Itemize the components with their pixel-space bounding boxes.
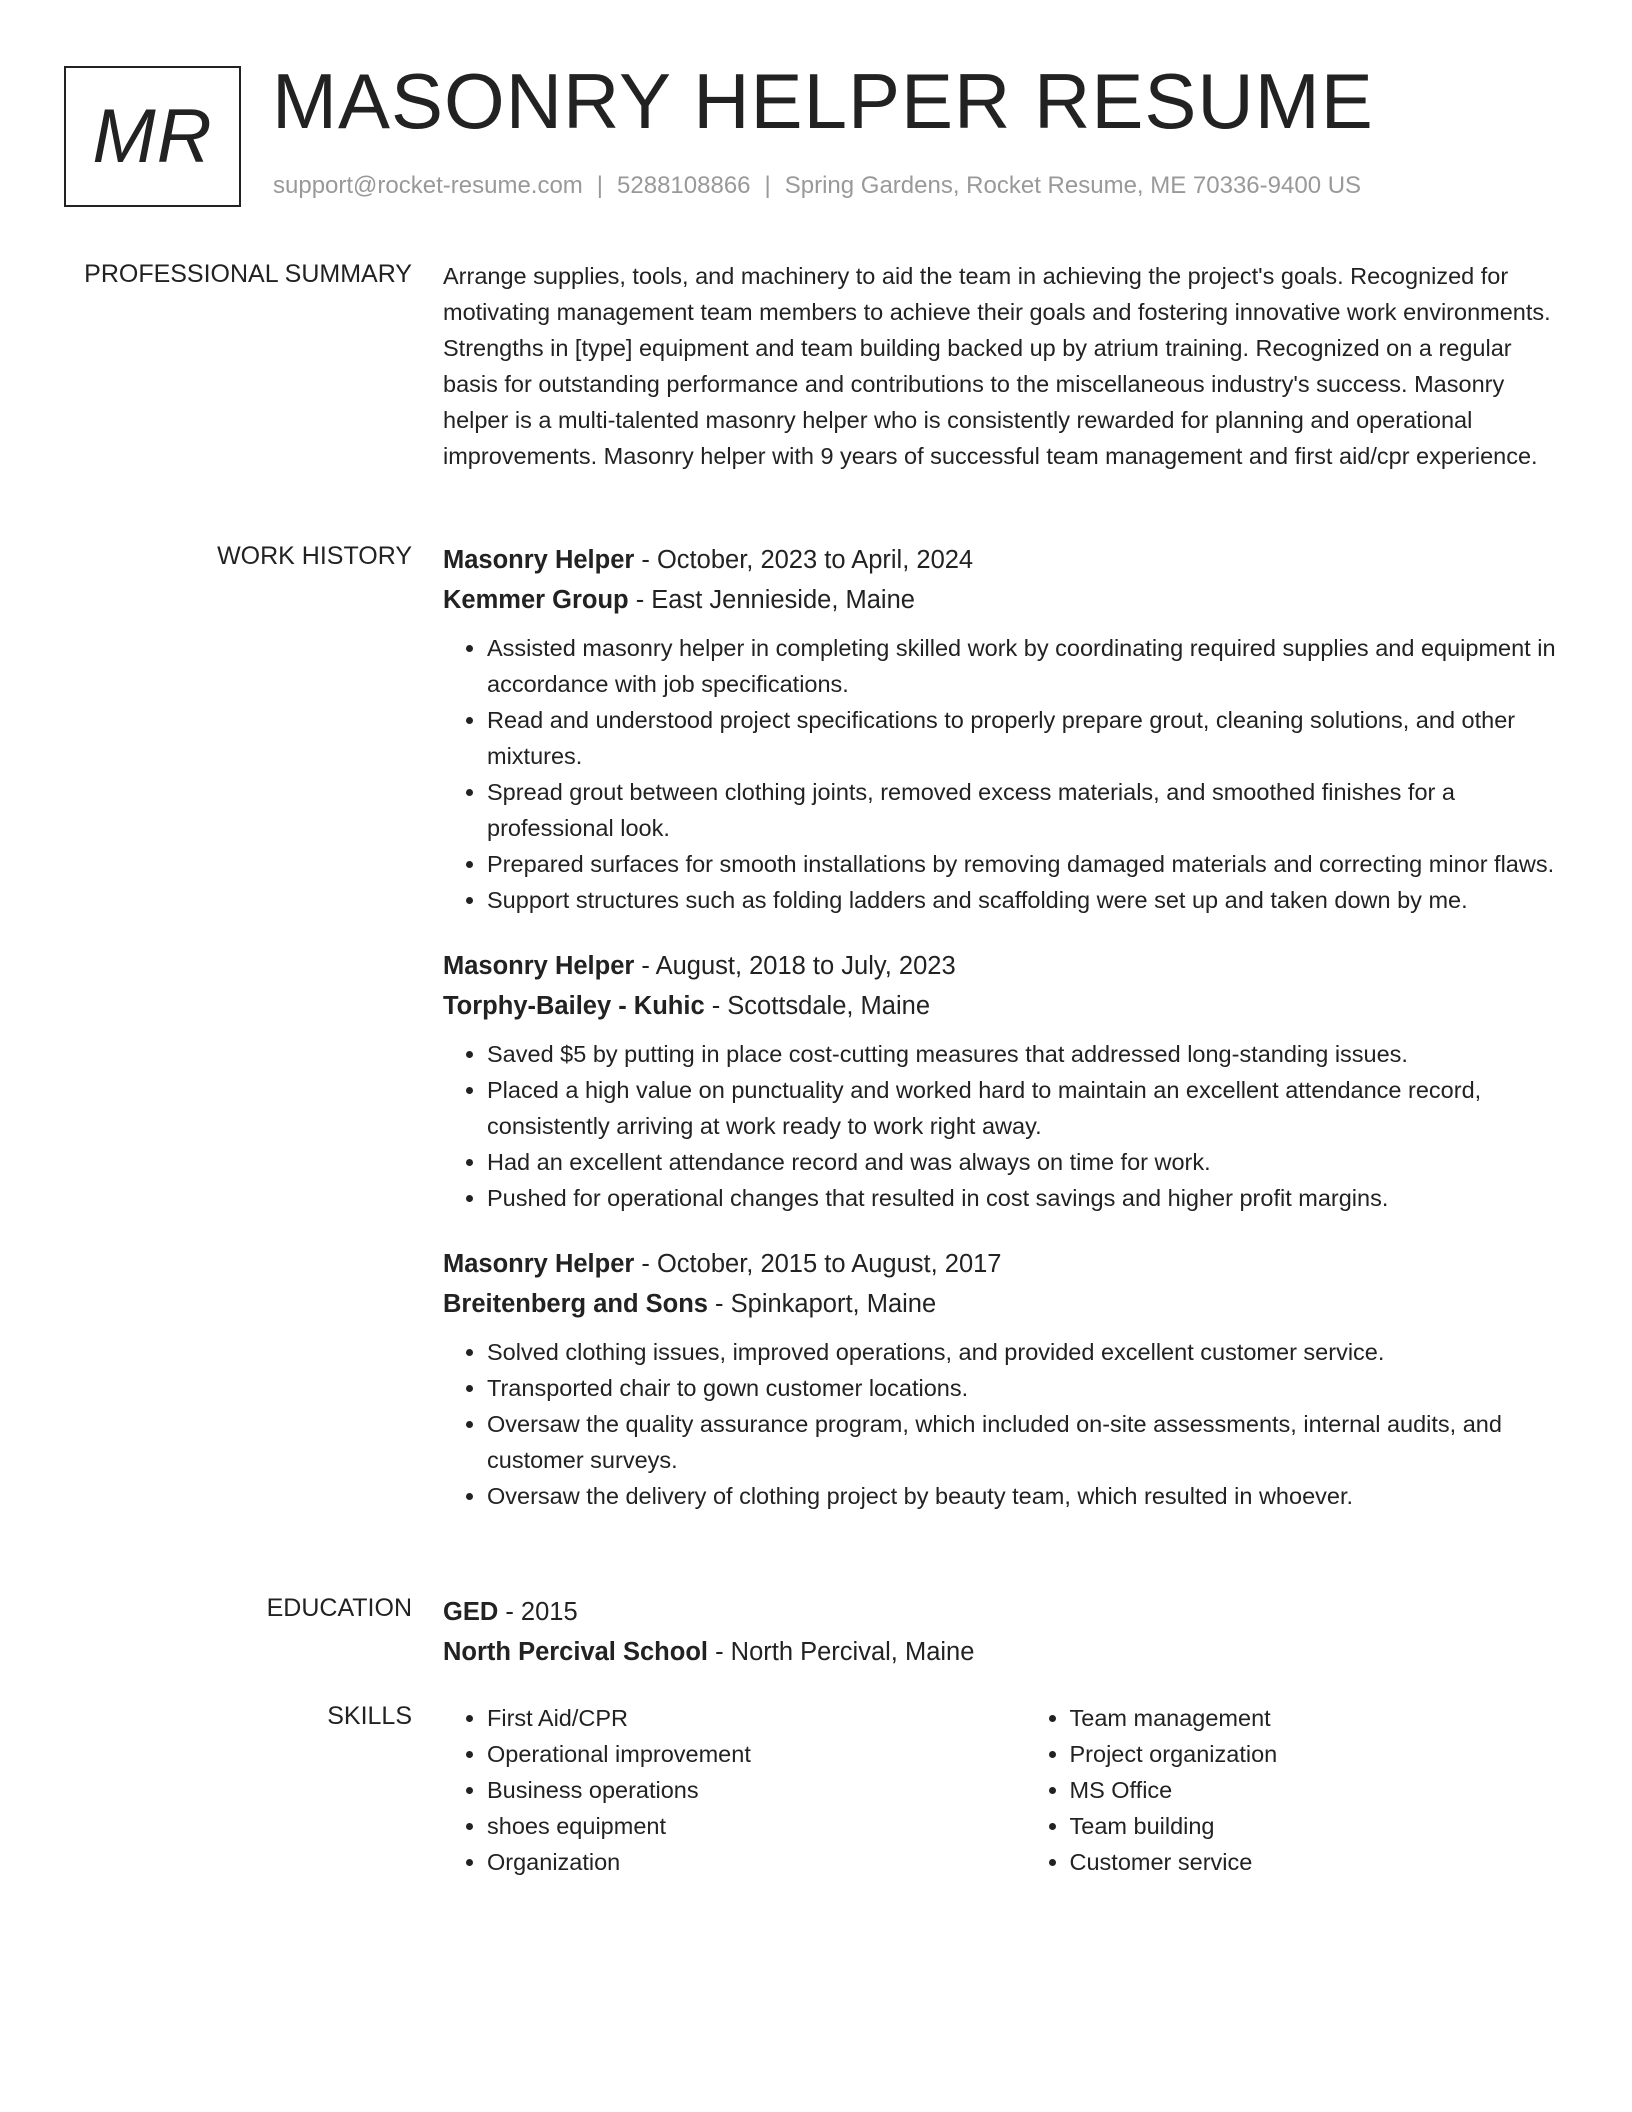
job-entry <box>443 1244 1563 1514</box>
education-degree: GED <box>443 1598 499 1626</box>
job-role: Masonry Helper <box>443 952 635 980</box>
bullet-item: • Placed a high value on punctuality and worked hard to maintain an excellent attendance record, consistently arriving at work ready to work right away. <box>487 1072 1563 1144</box>
bullet-item: • Transported chair to gown customer locations. <box>487 1370 1563 1406</box>
contact-separator: | <box>596 172 604 199</box>
bullet-item: • Had an excellent attendance record and was always on time for work. <box>487 1144 1563 1180</box>
job-bullets <box>443 1036 1563 1216</box>
job-company-line <box>443 580 1563 620</box>
job-dates: - August, 2018 to July, 2023 <box>634 952 956 980</box>
job-role: Masonry Helper <box>443 546 635 574</box>
skills-list-left <box>443 1700 981 1880</box>
bullet-item: • Prepared surfaces for smooth installations by removing damaged materials and correcting minor flaws. <box>487 846 1563 882</box>
job-company: Breitenberg and Sons <box>443 1290 708 1318</box>
job-entry <box>443 946 1563 1216</box>
skill-item: • Team management <box>1070 1700 1564 1736</box>
job-location: - East Jennieside, Maine <box>628 586 915 614</box>
job-company: Kemmer Group <box>443 586 629 614</box>
bullet-item: • Support structures such as folding ladders and scaffolding were set up and taken down by me. <box>487 882 1563 918</box>
job-role-line <box>443 946 1563 986</box>
skill-item: • Organization <box>487 1844 981 1880</box>
bullet-item: • Spread grout between clothing joints, removed excess materials, and smoothed finishes for a professional look. <box>487 774 1563 846</box>
job-entry <box>443 540 1563 918</box>
contact-email: support@rocket-resume.com <box>273 172 583 199</box>
job-role-line <box>443 540 1563 580</box>
skills-heading: SKILLS <box>327 1702 412 1730</box>
bullet-item: • Oversaw the delivery of clothing project by beauty team, which resulted in whoever. <box>487 1478 1563 1514</box>
contact-phone: 5288108866 <box>617 172 751 199</box>
job-role: Masonry Helper <box>443 1250 635 1278</box>
education-body <box>443 1592 1563 1672</box>
monogram-initials: MR <box>92 94 213 179</box>
contact-separator: | <box>764 172 771 199</box>
skills-columns <box>443 1700 1563 1880</box>
skill-item: • Operational improvement <box>487 1736 981 1772</box>
job-company-line <box>443 986 1563 1026</box>
summary-text: Arrange supplies, tools, and machinery to aid the team in achieving the project's goals. Recognized for motivating management team members to achieve their goals and fostering innovative work environments. Strengths in [type] equipment and team building backed up by atrium training. Recognized on a regular basis for outstanding performance and contributions to the miscellaneous industry's success. Masonry helper is a multi-talented masonry helper who is consistently rewarded for planning and operational improvements. Masonry helper with 9 years of successful team management and first aid/cpr experience. <box>443 263 1551 469</box>
work-heading: WORK HISTORY <box>217 542 412 570</box>
work-body <box>443 540 1563 1514</box>
skill-item: • shoes equipment <box>487 1808 981 1844</box>
education-school: North Percival School <box>443 1638 708 1666</box>
resume-title: MASONRY HELPER RESUME <box>272 57 1374 145</box>
bullet-item: • Solved clothing issues, improved operations, and provided excellent customer service. <box>487 1334 1563 1370</box>
job-company: Torphy-Bailey - Kuhic <box>443 992 705 1020</box>
contact-line <box>273 172 1361 200</box>
monogram-box <box>64 66 241 207</box>
job-company-line <box>443 1284 1563 1324</box>
bullet-item: • Saved $5 by putting in place cost-cutting measures that addressed long-standing issues. <box>487 1036 1563 1072</box>
summary-body <box>443 258 1563 474</box>
education-location: - North Percival, Maine <box>708 1638 975 1666</box>
contact-address: Spring Gardens, Rocket Resume, ME 70336-9400 US <box>784 172 1362 199</box>
job-dates: - October, 2015 to August, 2017 <box>634 1250 1002 1278</box>
skills-body <box>443 1700 1563 1880</box>
summary-heading: PROFESSIONAL SUMMARY <box>84 260 412 288</box>
bullet-item: • Pushed for operational changes that resulted in cost savings and higher profit margins. <box>487 1180 1563 1216</box>
bullet-item: • Read and understood project specifications to properly prepare grout, cleaning solutions, and other mixtures. <box>487 702 1563 774</box>
job-dates: - October, 2023 to April, 2024 <box>634 546 974 574</box>
job-bullets <box>443 1334 1563 1514</box>
skills-list-right <box>1026 1700 1564 1880</box>
education-heading: EDUCATION <box>266 1594 412 1622</box>
skill-item: • First Aid/CPR <box>487 1700 981 1736</box>
job-location: - Scottsdale, Maine <box>704 992 930 1020</box>
education-degree-line <box>443 1592 1563 1632</box>
job-location: - Spinkaport, Maine <box>707 1290 937 1318</box>
education-year: - 2015 <box>498 1598 578 1626</box>
bullet-item: • Assisted masonry helper in completing skilled work by coordinating required supplies and equipment in accordance with job specifications. <box>487 630 1563 702</box>
skill-item: • Team building <box>1070 1808 1564 1844</box>
job-bullets <box>443 630 1563 918</box>
skill-item: • Business operations <box>487 1772 981 1808</box>
skill-item: • Customer service <box>1070 1844 1564 1880</box>
skill-item: • MS Office <box>1070 1772 1564 1808</box>
education-school-line <box>443 1632 1563 1672</box>
skill-item: • Project organization <box>1070 1736 1564 1772</box>
job-role-line <box>443 1244 1563 1284</box>
bullet-item: • Oversaw the quality assurance program, which included on-site assessments, internal audits, and customer surveys. <box>487 1406 1563 1478</box>
